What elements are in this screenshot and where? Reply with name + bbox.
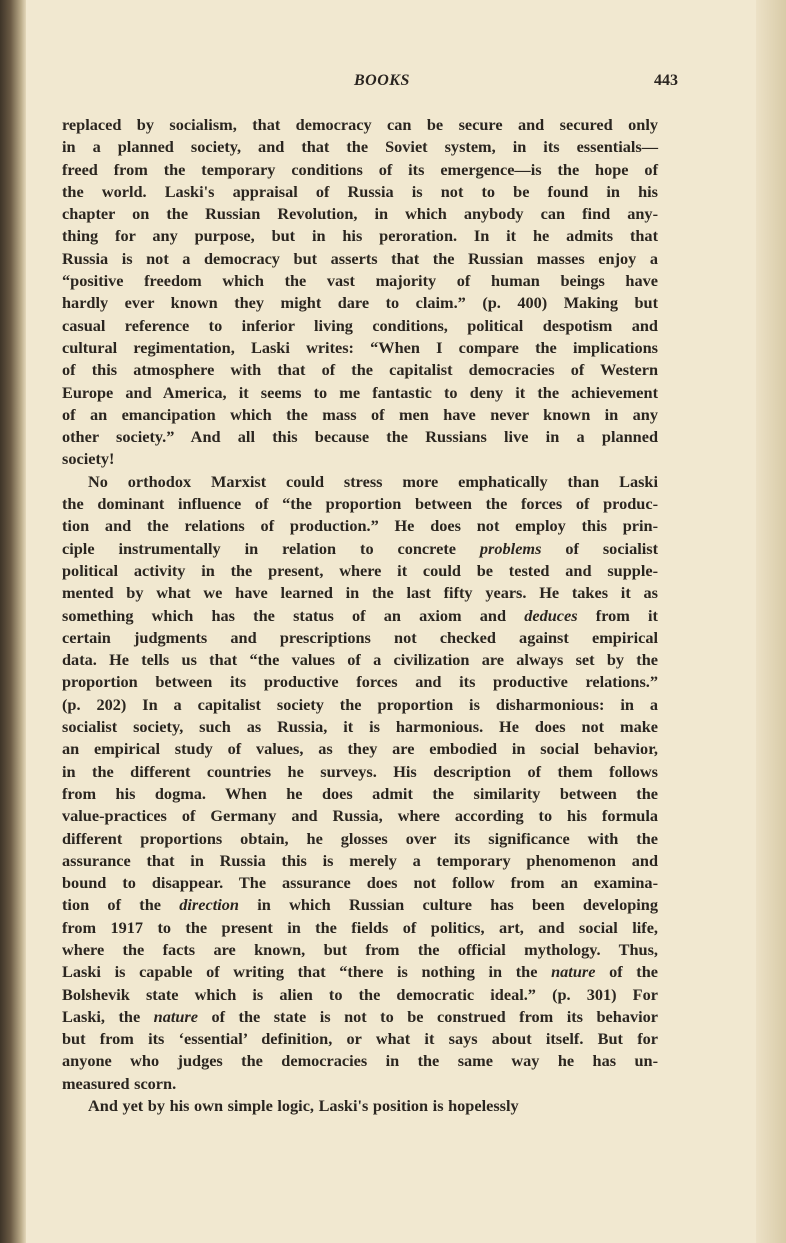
text-line: measured scorn. [62,1073,177,1093]
text-line: but from its ‘essential’ definition, or what it says about itself. But for [62,1029,658,1049]
text-line: data. He tells us that “the values of a civilization are always set by the [62,650,658,670]
text-line: bound to disappear. The assurance does not follow from an examina- [62,873,658,893]
page-number: 443 [654,72,678,89]
paragraph [62,114,658,471]
text-line: from his dogma. When he does admit the similarity between the [62,783,658,803]
text-line: in the different countries he surveys. His description of them follows [62,761,658,781]
text-line: the world. Laski's appraisal of Russia is not to be found in his [62,181,658,201]
text-line: from 1917 to the present in the fields of politics, art, and social life, [62,917,658,937]
text-line: society! [62,449,115,469]
text-line: different proportions obtain, he glosses over its significance with the [62,828,658,848]
text-line: Bolshevik state which is alien to the democratic ideal.” (p. 301) For [62,984,658,1004]
text-line: an empirical study of values, as they are embodied in social behavior, [62,739,658,759]
text-line: the dominant influence of “the proportion between the forces of produc- [62,494,658,514]
text-line: in a planned society, and that the Soviet system, in its essentials— [62,137,658,157]
text-line: chapter on the Russian Revolution, in which anybody can find any- [62,204,658,224]
text-line: proportion between its productive forces and its productive relations.” [62,672,658,692]
text-line: of an emancipation which the mass of men have never known in any [62,404,658,424]
text-line: tion of the direction in which Russian culture has been developing [62,895,658,915]
text-line: where the facts are known, but from the official mythology. Thus, [62,939,658,959]
text-line: (p. 202) In a capitalist society the proportion is disharmonious: in a [62,694,658,714]
text-line: anyone who judges the democracies in the same way he has un- [62,1051,658,1071]
text-line: Russia is not a democracy but asserts that the Russian masses enjoy a [62,248,658,268]
text-line: “positive freedom which the vast majority of human beings have [62,271,658,291]
text-line: thing for any purpose, but in his peroration. In it he admits that [62,226,658,246]
running-head-title: BOOKS [354,72,410,89]
text-line: tion and the relations of production.” He does not employ this prin- [62,516,658,536]
text-line: Laski, the nature of the state is not to be construed from its behavior [62,1006,658,1026]
text-line: value-practices of Germany and Russia, where according to his formula [62,806,658,826]
book-page [26,0,756,1243]
running-head [86,72,706,96]
text-line: replaced by socialism, that democracy can be secure and secured only [62,115,658,134]
paragraph [62,471,658,1095]
text-line: assurance that in Russia this is merely a temporary phenomenon and [62,850,658,870]
text-line: casual reference to inferior living conditions, political despotism and [62,315,658,335]
page-right-shadow [756,0,786,1243]
text-line: freed from the temporary conditions of its emergence—is the hope of [62,159,658,179]
book-binding-edge [0,0,26,1243]
text-line: something which has the status of an axiom and deduces from it [62,605,658,625]
paragraph [62,1095,658,1117]
text-line: mented by what we have learned in the last fifty years. He takes it as [62,583,658,603]
text-line: of this atmosphere with that of the capitalist democracies of Western [62,360,658,380]
text-line: cultural regimentation, Laski writes: “When I compare the implications [62,337,658,357]
body-text [62,114,658,1117]
text-line: ciple instrumentally in relation to concrete problems of socialist [62,538,659,558]
text-line: certain judgments and prescriptions not checked against empirical [62,627,658,647]
text-line: socialist society, such as Russia, it is harmonious. He does not make [62,717,658,737]
text-line: Europe and America, it seems to me fantastic to deny it the achievement [62,382,658,402]
text-line: political activity in the present, where it could be tested and supple- [62,560,658,580]
text-line: And yet by his own simple logic, Laski's position is hopelessly [88,1096,519,1116]
text-line: hardly ever known they might dare to claim.” (p. 400) Making but [62,293,658,313]
text-line: other society.” And all this because the Russians live in a planned [62,427,658,447]
text-line: No orthodox Marxist could stress more emphatically than Laski [88,471,658,491]
text-line: Laski is capable of writing that “there is nothing in the nature of the [62,962,659,982]
